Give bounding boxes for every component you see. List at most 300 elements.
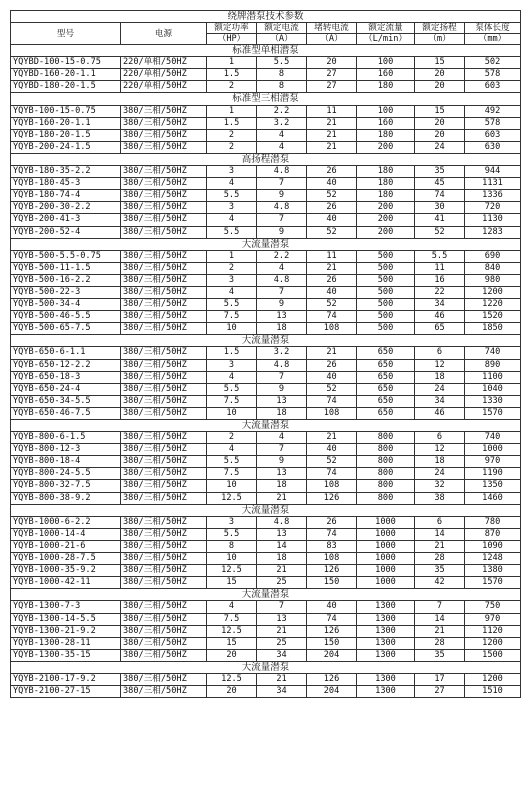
table-row bbox=[11, 383, 521, 395]
cell-model: YQYB-180-35-2.2 bbox=[11, 166, 121, 178]
cell-pump-length: 502 bbox=[465, 57, 521, 69]
cell-rated-power: 4 bbox=[207, 286, 257, 298]
cell-locked-current: 83 bbox=[307, 540, 357, 552]
cell-rated-head: 21 bbox=[415, 540, 465, 552]
cell-model: YQYB-2100-17-9.2 bbox=[11, 673, 121, 685]
cell-pump-length: 1850 bbox=[465, 323, 521, 335]
cell-rated-flow: 1300 bbox=[357, 613, 415, 625]
cell-rated-flow: 180 bbox=[357, 129, 415, 141]
cell-pump-length: 1090 bbox=[465, 540, 521, 552]
cell-pump-length: 1100 bbox=[465, 371, 521, 383]
cell-rated-power: 3 bbox=[207, 166, 257, 178]
table-row bbox=[11, 686, 521, 698]
table-row bbox=[11, 613, 521, 625]
cell-pump-length: 1460 bbox=[465, 492, 521, 504]
cell-model: YQYB-200-41-3 bbox=[11, 214, 121, 226]
section-title: 大流量潜泵 bbox=[11, 335, 521, 347]
cell-power-supply: 380/三相/50HZ bbox=[121, 432, 207, 444]
table-row bbox=[11, 262, 521, 274]
cell-rated-head: 38 bbox=[415, 492, 465, 504]
cell-rated-power: 1 bbox=[207, 57, 257, 69]
cell-locked-current: 74 bbox=[307, 528, 357, 540]
cell-model: YQYB-200-52-4 bbox=[11, 226, 121, 238]
cell-pump-length: 1510 bbox=[465, 686, 521, 698]
cell-rated-flow: 100 bbox=[357, 57, 415, 69]
cell-locked-current: 27 bbox=[307, 69, 357, 81]
cell-power-supply: 380/三相/50HZ bbox=[121, 311, 207, 323]
cell-locked-current: 21 bbox=[307, 141, 357, 153]
cell-pump-length: 970 bbox=[465, 613, 521, 625]
table-row bbox=[11, 250, 521, 262]
cell-rated-flow: 200 bbox=[357, 226, 415, 238]
cell-power-supply: 380/三相/50HZ bbox=[121, 262, 207, 274]
cell-rated-power: 10 bbox=[207, 553, 257, 565]
cell-power-supply: 380/三相/50HZ bbox=[121, 516, 207, 528]
cell-rated-current: 14 bbox=[257, 540, 307, 552]
cell-model: YQYB-650-18-3 bbox=[11, 371, 121, 383]
unit-rated-flow: （L/min） bbox=[357, 34, 415, 45]
cell-rated-flow: 180 bbox=[357, 178, 415, 190]
cell-locked-current: 108 bbox=[307, 407, 357, 419]
table-row bbox=[11, 673, 521, 685]
cell-rated-current: 5.5 bbox=[257, 57, 307, 69]
cell-rated-head: 18 bbox=[415, 371, 465, 383]
unit-rated-current: （A） bbox=[257, 34, 307, 45]
cell-rated-current: 4.8 bbox=[257, 202, 307, 214]
cell-rated-current: 2.2 bbox=[257, 250, 307, 262]
cell-rated-power: 5.5 bbox=[207, 528, 257, 540]
cell-model: YQYB-650-34-5.5 bbox=[11, 395, 121, 407]
cell-rated-head: 34 bbox=[415, 299, 465, 311]
cell-power-supply: 380/三相/50HZ bbox=[121, 686, 207, 698]
cell-model: YQYB-650-24-4 bbox=[11, 383, 121, 395]
cell-locked-current: 52 bbox=[307, 190, 357, 202]
cell-rated-head: 46 bbox=[415, 407, 465, 419]
cell-rated-head: 32 bbox=[415, 480, 465, 492]
table-row bbox=[11, 190, 521, 202]
cell-power-supply: 380/三相/50HZ bbox=[121, 407, 207, 419]
cell-locked-current: 204 bbox=[307, 686, 357, 698]
cell-rated-power: 12.5 bbox=[207, 492, 257, 504]
cell-pump-length: 1200 bbox=[465, 673, 521, 685]
cell-rated-current: 7 bbox=[257, 444, 307, 456]
cell-pump-length: 603 bbox=[465, 81, 521, 93]
table-row bbox=[11, 81, 521, 93]
cell-rated-head: 52 bbox=[415, 226, 465, 238]
cell-rated-flow: 650 bbox=[357, 359, 415, 371]
cell-rated-head: 65 bbox=[415, 323, 465, 335]
cell-rated-current: 9 bbox=[257, 190, 307, 202]
cell-locked-current: 27 bbox=[307, 81, 357, 93]
section-title: 标准型单相潜泵 bbox=[11, 45, 521, 57]
cell-rated-power: 10 bbox=[207, 480, 257, 492]
cell-locked-current: 21 bbox=[307, 129, 357, 141]
cell-model: YQYB-180-20-1.5 bbox=[11, 129, 121, 141]
cell-rated-head: 16 bbox=[415, 274, 465, 286]
cell-rated-power: 4 bbox=[207, 601, 257, 613]
header-locked-current: 堵转电流 bbox=[307, 23, 357, 34]
table-row bbox=[11, 57, 521, 69]
section-header-row bbox=[11, 45, 521, 57]
cell-locked-current: 26 bbox=[307, 166, 357, 178]
cell-power-supply: 380/三相/50HZ bbox=[121, 105, 207, 117]
cell-pump-length: 603 bbox=[465, 129, 521, 141]
table-row bbox=[11, 625, 521, 637]
cell-locked-current: 108 bbox=[307, 480, 357, 492]
cell-rated-power: 15 bbox=[207, 637, 257, 649]
cell-power-supply: 380/三相/50HZ bbox=[121, 528, 207, 540]
section-header-row bbox=[11, 661, 521, 673]
table-row bbox=[11, 141, 521, 153]
cell-rated-head: 17 bbox=[415, 673, 465, 685]
cell-rated-flow: 800 bbox=[357, 432, 415, 444]
table-row bbox=[11, 516, 521, 528]
cell-locked-current: 40 bbox=[307, 178, 357, 190]
cell-rated-current: 3.2 bbox=[257, 347, 307, 359]
header-rated-head: 额定扬程 bbox=[415, 23, 465, 34]
cell-rated-power: 5.5 bbox=[207, 226, 257, 238]
cell-pump-length: 1283 bbox=[465, 226, 521, 238]
cell-rated-current: 21 bbox=[257, 625, 307, 637]
cell-rated-power: 4 bbox=[207, 178, 257, 190]
cell-model: YQYB-800-12-3 bbox=[11, 444, 121, 456]
cell-rated-current: 34 bbox=[257, 649, 307, 661]
unit-pump-length: （mm） bbox=[465, 34, 521, 45]
cell-rated-flow: 160 bbox=[357, 69, 415, 81]
cell-rated-power: 7.5 bbox=[207, 395, 257, 407]
unit-locked-current: （A） bbox=[307, 34, 357, 45]
spec-table-body bbox=[11, 11, 521, 698]
cell-locked-current: 21 bbox=[307, 432, 357, 444]
cell-power-supply: 380/三相/50HZ bbox=[121, 117, 207, 129]
header-row bbox=[11, 23, 521, 34]
cell-rated-current: 13 bbox=[257, 395, 307, 407]
table-row bbox=[11, 286, 521, 298]
cell-model: YQYB-1000-14-4 bbox=[11, 528, 121, 540]
cell-rated-power: 2 bbox=[207, 129, 257, 141]
cell-pump-length: 1000 bbox=[465, 444, 521, 456]
cell-rated-flow: 500 bbox=[357, 323, 415, 335]
cell-rated-current: 2.2 bbox=[257, 105, 307, 117]
cell-pump-length: 870 bbox=[465, 528, 521, 540]
cell-rated-current: 21 bbox=[257, 673, 307, 685]
cell-rated-current: 8 bbox=[257, 69, 307, 81]
table-row bbox=[11, 359, 521, 371]
header-pump-length: 泵体长度 bbox=[465, 23, 521, 34]
cell-rated-current: 21 bbox=[257, 492, 307, 504]
section-title: 大流量潜泵 bbox=[11, 661, 521, 673]
section-header-row bbox=[11, 153, 521, 165]
table-row bbox=[11, 528, 521, 540]
cell-rated-flow: 500 bbox=[357, 286, 415, 298]
cell-rated-power: 12.5 bbox=[207, 625, 257, 637]
cell-rated-power: 20 bbox=[207, 649, 257, 661]
cell-rated-flow: 180 bbox=[357, 190, 415, 202]
cell-rated-power: 5.5 bbox=[207, 190, 257, 202]
cell-rated-head: 27 bbox=[415, 686, 465, 698]
table-row bbox=[11, 637, 521, 649]
cell-rated-current: 7 bbox=[257, 371, 307, 383]
cell-rated-flow: 1300 bbox=[357, 625, 415, 637]
cell-locked-current: 74 bbox=[307, 311, 357, 323]
table-row bbox=[11, 444, 521, 456]
cell-locked-current: 11 bbox=[307, 250, 357, 262]
cell-pump-length: 720 bbox=[465, 202, 521, 214]
cell-rated-power: 2 bbox=[207, 81, 257, 93]
table-row bbox=[11, 577, 521, 589]
table-row bbox=[11, 178, 521, 190]
cell-model: YQYB-1300-35-15 bbox=[11, 649, 121, 661]
cell-locked-current: 126 bbox=[307, 565, 357, 577]
cell-pump-length: 492 bbox=[465, 105, 521, 117]
cell-rated-current: 4.8 bbox=[257, 516, 307, 528]
cell-rated-current: 9 bbox=[257, 456, 307, 468]
cell-rated-power: 5.5 bbox=[207, 299, 257, 311]
section-title: 大流量潜泵 bbox=[11, 589, 521, 601]
cell-rated-flow: 500 bbox=[357, 299, 415, 311]
header-rated-current: 额定电流 bbox=[257, 23, 307, 34]
table-row bbox=[11, 432, 521, 444]
cell-rated-head: 46 bbox=[415, 311, 465, 323]
cell-rated-current: 18 bbox=[257, 480, 307, 492]
cell-rated-head: 20 bbox=[415, 81, 465, 93]
cell-model: YQYB-500-65-7.5 bbox=[11, 323, 121, 335]
cell-model: YQYB-1000-42-11 bbox=[11, 577, 121, 589]
cell-locked-current: 21 bbox=[307, 262, 357, 274]
table-row bbox=[11, 649, 521, 661]
cell-rated-flow: 160 bbox=[357, 117, 415, 129]
section-title: 标准型三相潜泵 bbox=[11, 93, 521, 105]
table-row bbox=[11, 274, 521, 286]
cell-rated-flow: 180 bbox=[357, 81, 415, 93]
cell-locked-current: 40 bbox=[307, 371, 357, 383]
cell-model: YQYB-1000-21-6 bbox=[11, 540, 121, 552]
cell-pump-length: 1200 bbox=[465, 637, 521, 649]
cell-power-supply: 380/三相/50HZ bbox=[121, 625, 207, 637]
cell-power-supply: 380/三相/50HZ bbox=[121, 371, 207, 383]
cell-rated-power: 3 bbox=[207, 516, 257, 528]
cell-rated-head: 12 bbox=[415, 359, 465, 371]
cell-model: YQYB-1000-28-7.5 bbox=[11, 553, 121, 565]
cell-rated-flow: 1300 bbox=[357, 601, 415, 613]
cell-pump-length: 980 bbox=[465, 274, 521, 286]
cell-rated-power: 1.5 bbox=[207, 347, 257, 359]
cell-rated-flow: 100 bbox=[357, 105, 415, 117]
cell-pump-length: 1040 bbox=[465, 383, 521, 395]
cell-locked-current: 52 bbox=[307, 456, 357, 468]
cell-rated-head: 6 bbox=[415, 432, 465, 444]
cell-locked-current: 74 bbox=[307, 395, 357, 407]
cell-rated-flow: 1000 bbox=[357, 516, 415, 528]
cell-pump-length: 1500 bbox=[465, 649, 521, 661]
cell-power-supply: 380/三相/50HZ bbox=[121, 129, 207, 141]
section-title: 大流量潜泵 bbox=[11, 504, 521, 516]
cell-rated-head: 28 bbox=[415, 637, 465, 649]
cell-rated-head: 14 bbox=[415, 613, 465, 625]
cell-rated-head: 15 bbox=[415, 105, 465, 117]
cell-power-supply: 380/三相/50HZ bbox=[121, 540, 207, 552]
cell-rated-power: 1.5 bbox=[207, 117, 257, 129]
cell-locked-current: 40 bbox=[307, 601, 357, 613]
cell-rated-flow: 800 bbox=[357, 456, 415, 468]
cell-model: YQYB-500-5.5-0.75 bbox=[11, 250, 121, 262]
cell-locked-current: 52 bbox=[307, 383, 357, 395]
cell-rated-power: 1 bbox=[207, 105, 257, 117]
cell-rated-power: 12.5 bbox=[207, 673, 257, 685]
cell-rated-current: 7 bbox=[257, 286, 307, 298]
cell-rated-head: 42 bbox=[415, 577, 465, 589]
cell-locked-current: 26 bbox=[307, 202, 357, 214]
cell-rated-current: 9 bbox=[257, 383, 307, 395]
cell-rated-flow: 1000 bbox=[357, 528, 415, 540]
table-title: 绕牌潜泵技术参数 bbox=[11, 11, 521, 23]
spec-table bbox=[10, 10, 521, 698]
cell-rated-flow: 800 bbox=[357, 444, 415, 456]
cell-rated-flow: 650 bbox=[357, 347, 415, 359]
cell-rated-flow: 650 bbox=[357, 407, 415, 419]
cell-model: YQYB-1300-21-9.2 bbox=[11, 625, 121, 637]
cell-rated-head: 5.5 bbox=[415, 250, 465, 262]
cell-model: YQYB-500-11-1.5 bbox=[11, 262, 121, 274]
cell-locked-current: 74 bbox=[307, 468, 357, 480]
cell-rated-current: 34 bbox=[257, 686, 307, 698]
cell-model: YQYB-500-22-3 bbox=[11, 286, 121, 298]
cell-power-supply: 380/三相/50HZ bbox=[121, 190, 207, 202]
cell-power-supply: 380/三相/50HZ bbox=[121, 565, 207, 577]
table-row bbox=[11, 468, 521, 480]
cell-power-supply: 380/三相/50HZ bbox=[121, 299, 207, 311]
cell-power-supply: 380/三相/50HZ bbox=[121, 202, 207, 214]
cell-power-supply: 220/单相/50HZ bbox=[121, 81, 207, 93]
header-power-supply: 电源 bbox=[121, 23, 207, 45]
cell-power-supply: 380/三相/50HZ bbox=[121, 347, 207, 359]
cell-power-supply: 220/单相/50HZ bbox=[121, 57, 207, 69]
cell-rated-head: 30 bbox=[415, 202, 465, 214]
cell-rated-current: 9 bbox=[257, 226, 307, 238]
cell-pump-length: 890 bbox=[465, 359, 521, 371]
section-header-row bbox=[11, 335, 521, 347]
cell-model: YQYB-500-16-2.2 bbox=[11, 274, 121, 286]
cell-rated-flow: 1000 bbox=[357, 565, 415, 577]
cell-pump-length: 970 bbox=[465, 456, 521, 468]
cell-pump-length: 1220 bbox=[465, 299, 521, 311]
cell-pump-length: 1350 bbox=[465, 480, 521, 492]
cell-rated-flow: 1000 bbox=[357, 553, 415, 565]
cell-locked-current: 150 bbox=[307, 577, 357, 589]
cell-rated-power: 3 bbox=[207, 359, 257, 371]
cell-rated-head: 74 bbox=[415, 190, 465, 202]
cell-pump-length: 740 bbox=[465, 347, 521, 359]
cell-power-supply: 380/三相/50HZ bbox=[121, 323, 207, 335]
cell-rated-power: 10 bbox=[207, 323, 257, 335]
cell-rated-flow: 200 bbox=[357, 214, 415, 226]
cell-model: YQYBD-180-20-1.5 bbox=[11, 81, 121, 93]
cell-rated-flow: 800 bbox=[357, 480, 415, 492]
cell-rated-head: 11 bbox=[415, 262, 465, 274]
cell-rated-flow: 1300 bbox=[357, 673, 415, 685]
cell-rated-head: 28 bbox=[415, 553, 465, 565]
cell-pump-length: 840 bbox=[465, 262, 521, 274]
cell-power-supply: 380/三相/50HZ bbox=[121, 444, 207, 456]
cell-rated-flow: 800 bbox=[357, 492, 415, 504]
table-row bbox=[11, 347, 521, 359]
cell-model: YQYB-1300-14-5.5 bbox=[11, 613, 121, 625]
cell-model: YQYBD-100-15-0.75 bbox=[11, 57, 121, 69]
cell-rated-power: 7.5 bbox=[207, 468, 257, 480]
cell-locked-current: 52 bbox=[307, 299, 357, 311]
cell-rated-head: 45 bbox=[415, 178, 465, 190]
section-title: 高扬程潜泵 bbox=[11, 153, 521, 165]
cell-pump-length: 690 bbox=[465, 250, 521, 262]
cell-model: YQYB-2100-27-15 bbox=[11, 686, 121, 698]
cell-rated-power: 2 bbox=[207, 141, 257, 153]
cell-pump-length: 630 bbox=[465, 141, 521, 153]
cell-rated-head: 35 bbox=[415, 565, 465, 577]
cell-pump-length: 1570 bbox=[465, 407, 521, 419]
section-title: 大流量潜泵 bbox=[11, 238, 521, 250]
cell-rated-current: 18 bbox=[257, 323, 307, 335]
cell-model: YQYB-1000-35-9.2 bbox=[11, 565, 121, 577]
cell-power-supply: 220/单相/50HZ bbox=[121, 69, 207, 81]
cell-model: YQYB-200-24-1.5 bbox=[11, 141, 121, 153]
cell-rated-head: 22 bbox=[415, 286, 465, 298]
cell-rated-current: 4 bbox=[257, 432, 307, 444]
cell-rated-head: 20 bbox=[415, 129, 465, 141]
section-header-row bbox=[11, 504, 521, 516]
table-row bbox=[11, 69, 521, 81]
cell-locked-current: 20 bbox=[307, 57, 357, 69]
table-title-row bbox=[11, 11, 521, 23]
cell-rated-head: 18 bbox=[415, 456, 465, 468]
cell-model: YQYB-200-30-2.2 bbox=[11, 202, 121, 214]
cell-rated-power: 15 bbox=[207, 577, 257, 589]
cell-rated-head: 41 bbox=[415, 214, 465, 226]
cell-locked-current: 108 bbox=[307, 323, 357, 335]
cell-power-supply: 380/三相/50HZ bbox=[121, 577, 207, 589]
cell-rated-head: 7 bbox=[415, 601, 465, 613]
table-row bbox=[11, 226, 521, 238]
cell-rated-current: 4.8 bbox=[257, 274, 307, 286]
cell-rated-power: 7.5 bbox=[207, 613, 257, 625]
cell-model: YQYB-800-18-4 bbox=[11, 456, 121, 468]
cell-rated-flow: 800 bbox=[357, 468, 415, 480]
cell-model: YQYB-500-46-5.5 bbox=[11, 311, 121, 323]
cell-rated-current: 4 bbox=[257, 141, 307, 153]
section-header-row bbox=[11, 93, 521, 105]
cell-pump-length: 1130 bbox=[465, 214, 521, 226]
cell-locked-current: 21 bbox=[307, 117, 357, 129]
cell-locked-current: 126 bbox=[307, 625, 357, 637]
cell-model: YQYB-800-38-9.2 bbox=[11, 492, 121, 504]
cell-power-supply: 380/三相/50HZ bbox=[121, 359, 207, 371]
cell-model: YQYB-800-24-5.5 bbox=[11, 468, 121, 480]
table-row bbox=[11, 214, 521, 226]
cell-rated-power: 5.5 bbox=[207, 456, 257, 468]
table-row bbox=[11, 202, 521, 214]
table-row bbox=[11, 166, 521, 178]
cell-power-supply: 380/三相/50HZ bbox=[121, 214, 207, 226]
cell-pump-length: 578 bbox=[465, 117, 521, 129]
cell-model: YQYB-800-6-1.5 bbox=[11, 432, 121, 444]
cell-power-supply: 380/三相/50HZ bbox=[121, 274, 207, 286]
cell-rated-head: 15 bbox=[415, 57, 465, 69]
header-rated-power: 额定功率 bbox=[207, 23, 257, 34]
cell-rated-flow: 650 bbox=[357, 395, 415, 407]
cell-pump-length: 1380 bbox=[465, 565, 521, 577]
table-row bbox=[11, 299, 521, 311]
cell-model: YQYB-180-45-3 bbox=[11, 178, 121, 190]
table-row bbox=[11, 311, 521, 323]
